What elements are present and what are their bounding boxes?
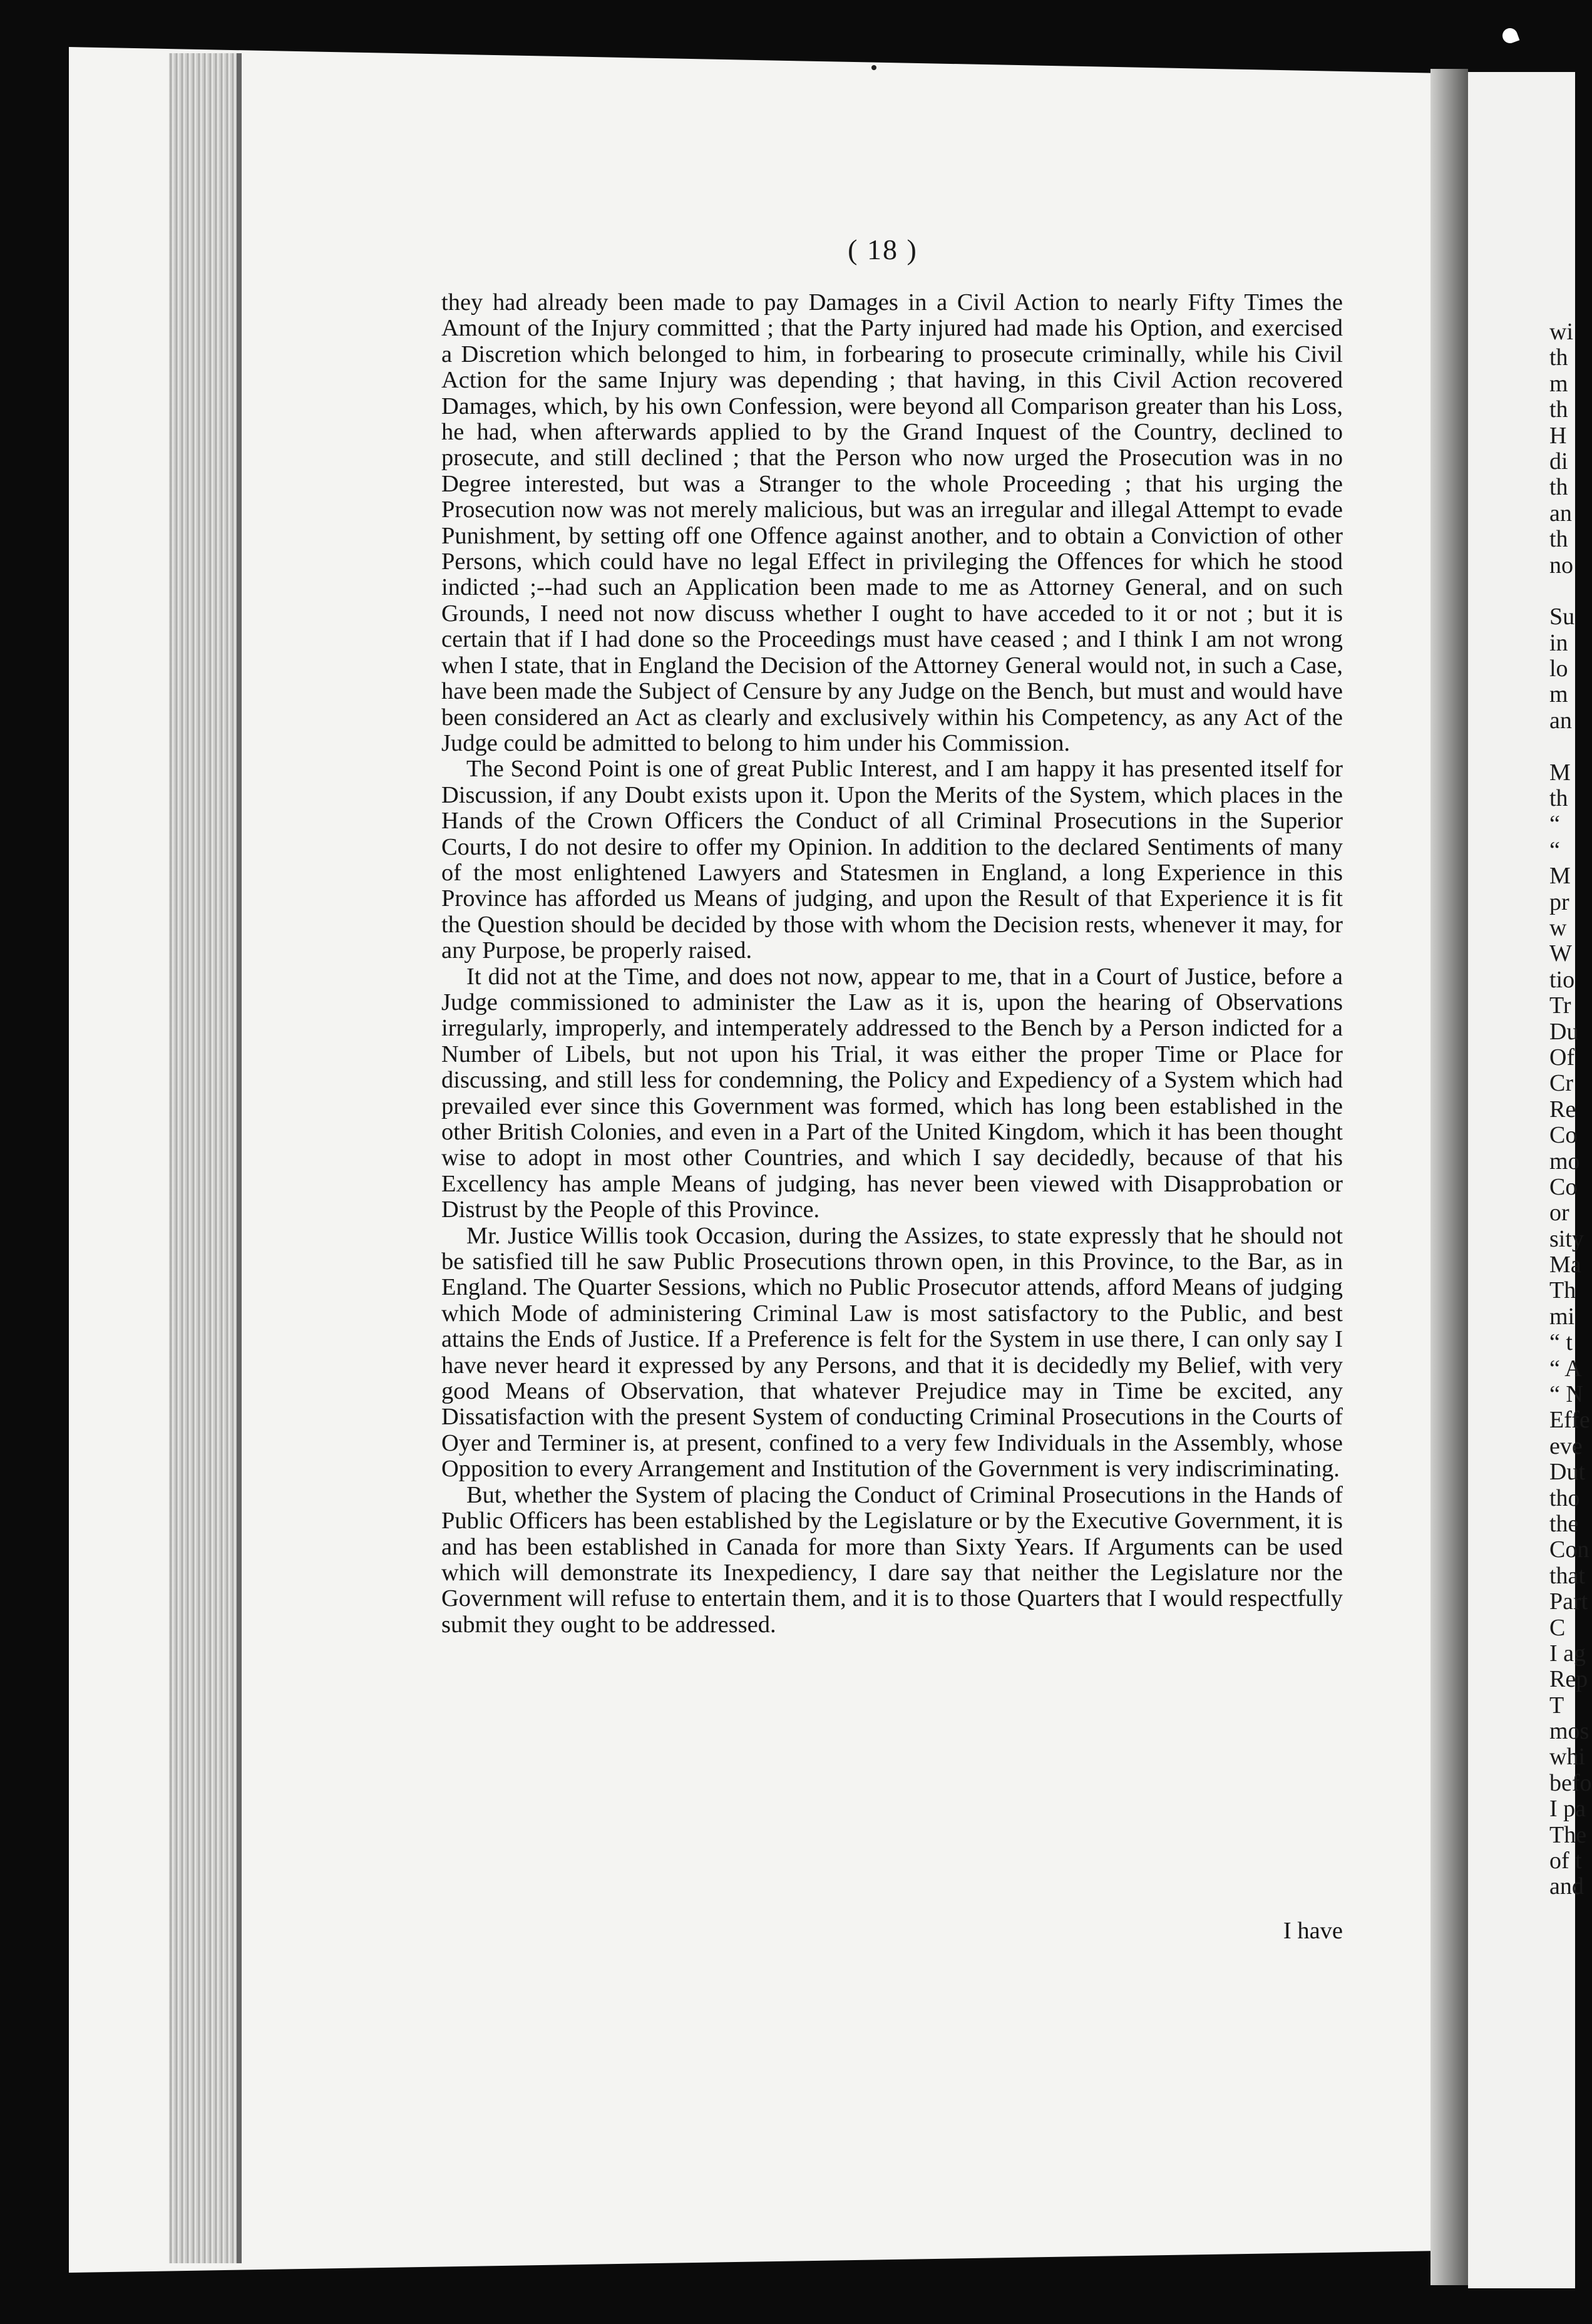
ink-dot — [871, 65, 876, 70]
facing-page-fragment: Ma — [1549, 1252, 1581, 1278]
facing-page-fragment: T — [1549, 1692, 1564, 1719]
facing-page-fragment: of t — [1549, 1848, 1582, 1874]
facing-page-fragment: Co — [1549, 1173, 1578, 1200]
paragraph-3: It did not at the Time, and does not now, appear to me, that in a Court of Justice, before a Judge commissioned to administer the Law as it is, upon the hearing of Observations irregularly, improperly, and intemperately addressed to the Bench by a Person indicted for a Number of Libels, but not upon his Trial, it was either the proper Time or Place for discussing, and still less for condemning, the Policy and Expediency of a System which had prevailed ever since this Government was formed, which has long been established in the other British Colonies, and even in a Part of the United Kingdom, which it has been thought wise to adopt in most other Countries, and which I say decidedly, because of that his Excellency has ample Means of judging, has never been viewed with Disapprobation or Distrust by the People of this Province. — [441, 963, 1343, 1223]
facing-page-fragment: Co — [1549, 1122, 1578, 1149]
facing-page-fragment: H — [1549, 422, 1567, 449]
facing-page-fragment: whi — [1549, 1744, 1585, 1771]
facing-page-fragment: Con — [1549, 1536, 1589, 1563]
facing-page-fragment: “ t — [1549, 1329, 1573, 1356]
paragraph-1: they had already been made to pay Damages in a Civil Action to nearly Fifty Times the Amount of the Injury committed ; that the Party injured had made his Option, and exercised a Discretion which belonged to him, in forbearing to prosecute criminally, while his Civil Action for the same Injury was depending ; that having, in this Civil Action recovered Damages, which, by his own Confession, were beyond all Comparison greater than his Loss, he had, when afterwards applied to by the Grand Inquest of the Country, declined to prosecute, and still declined ; that the Person who now urged the Prosecution was in no Degree interested, but was a Stranger to the whole Proceeding ; that his urging the Prosecution now was not merely malicious, but was an irregular and illegal Attempt to evade Punishment, by setting off one Offence against another, and to obtain a Conviction of other Persons, which could have no legal Effect in privileging the Offences for which he stood indicted ;--had such an Application been made to me as Attorney General, and on such Grounds, I need not now discuss whether I ought to have acceded to it or not ; but it is certain that if I had done so the Proceedings must have ceased ; and I think I am not wrong when I state, that in England the Decision of the Attorney General would not, in such a Case, have been made the Subject of Censure by any Judge on the Bench, but must and would have been considered an Act as clearly and exclusively within his Competency, as any Act of the Judge could be admitted to belong to him under his Commission. — [441, 289, 1343, 756]
facing-page-text — [1549, 319, 1592, 1900]
facing-page-fragment: Part — [1549, 1588, 1588, 1615]
facing-page-fragment: an — [1549, 707, 1572, 734]
facing-page-fragment: I ag — [1549, 1640, 1586, 1667]
facing-page-fragment: “ A — [1549, 1355, 1582, 1382]
catchword: I have — [1283, 1918, 1343, 1944]
page-edges — [169, 53, 238, 2263]
facing-page-fragment: eve — [1549, 1432, 1583, 1459]
facing-page-fragment: Effe — [1549, 1407, 1590, 1434]
facing-page-fragment — [1549, 578, 1587, 604]
facing-page-fragment: M — [1549, 863, 1571, 890]
facing-page-fragment: Rep — [1549, 1666, 1588, 1693]
facing-page-fragment: tio — [1549, 966, 1575, 993]
facing-page-fragment: th — [1549, 526, 1568, 553]
facing-page-fragment: Du — [1549, 1018, 1579, 1045]
paragraph-4: Mr. Justice Willis took Occasion, during the Assizes, to state expressly that he should not be satisfied till he saw Public Prosecutions thrown open, in this Province, to the Bar, as in England. The Quarter Sessions, which no Public Prosecutor attends, afford Means of judging which Mode of administering Criminal Law is most satisfactory to the Public, and best attains the Ends of Justice. If a Preference is felt for the System in use there, I can only say I have never heard it expressed by any Persons, and that it is decidedly my Belief, with very good Means of Observation, that whatever Prejudice may in Time be excited, any Dissatisfaction with the present System of conducting Criminal Prosecutions in the Courts of Oyer and Terminer is, at present, confined to a very few Individuals in the Assembly, whose Opposition to every Arrangement and Institution of the Government is very indiscriminating. — [441, 1222, 1343, 1483]
facing-page-fragment: Tr — [1549, 992, 1571, 1019]
facing-page-fragment: Th — [1549, 1277, 1576, 1304]
facing-page-fragment: “ — [1549, 811, 1560, 838]
facing-page-fragment: “ — [1549, 836, 1560, 863]
facing-page-fragment: Su — [1549, 604, 1575, 630]
facing-page-fragment: lo — [1549, 656, 1568, 682]
facing-page-fragment: no — [1549, 552, 1573, 578]
facing-page-fragment: th — [1549, 474, 1568, 501]
body-text — [441, 290, 1343, 1638]
facing-page-fragment: “ N — [1549, 1381, 1583, 1408]
facing-page-fragment: th — [1549, 344, 1568, 371]
facing-page-fragment: wi — [1549, 319, 1573, 345]
facing-page-fragment: C — [1549, 1614, 1566, 1641]
facing-page-fragment: mi — [1549, 1303, 1575, 1330]
facing-page-fragment: pr — [1549, 888, 1569, 915]
facing-page-fragment: or — [1549, 1200, 1569, 1226]
facing-page-fragment — [1549, 734, 1587, 759]
facing-page-fragment: di — [1549, 448, 1568, 475]
facing-page-fragment: mo — [1549, 1148, 1580, 1175]
paragraph-2: The Second Point is one of great Public Interest, and I am happy it has presented itself for Discussion, if any Doubt exists upon it. Upon the Merits of the System, which places in the Hands of the Crown Officers the Conduct of all Criminal Prosecutions in the Superior Courts, I do not desire to offer my Opinion. In addition to the declared Sentiments of many of the most enlightened Lawyers and Statesmen in England, a long Experience in this Province has afforded us Means of judging, and upon the Result of that Experience it is fit the Question should be decided by those with whom the Decision rests, whenever it may, for any Purpose, be properly raised. — [441, 756, 1343, 964]
facing-page-fragment: Re — [1549, 1096, 1576, 1123]
facing-page-fragment: I pa — [1549, 1796, 1586, 1823]
facing-page-fragment: Cr — [1549, 1070, 1573, 1097]
facing-page-fragment: an — [1549, 500, 1572, 527]
facing-page-fragment: befo — [1549, 1769, 1592, 1796]
facing-page-fragment: The — [1549, 1821, 1587, 1848]
scan-mark-icon — [1501, 26, 1520, 46]
facing-page-fragment: w — [1549, 914, 1567, 941]
facing-page-fragment: th — [1549, 785, 1568, 812]
facing-page-fragment: th — [1549, 396, 1568, 423]
facing-page-fragment: m — [1549, 370, 1568, 397]
facing-page-fragment: Of — [1549, 1044, 1575, 1071]
book-gutter — [1430, 69, 1468, 2285]
facing-page-fragment: sity — [1549, 1225, 1584, 1252]
facing-page-fragment: mos — [1549, 1718, 1589, 1745]
facing-page-fragment: and — [1549, 1873, 1584, 1900]
paragraph-5: But, whether the System of placing the Conduct of Criminal Prosecutions in the Hands of Public Officers has been established by the Legislature or by the Executive Government, it is and has been established in Canada for more than Sixty Years. If Arguments can be used which will demonstrate its Inexpediency, I dare say that neither the Legislature nor the Government will refuse to entertain them, and it is to those Quarters that I would respectfully submit they ought to be addressed. — [441, 1481, 1343, 1638]
facing-page-fragment: in — [1549, 629, 1568, 656]
facing-page-fragment: W — [1549, 940, 1572, 967]
facing-page-fragment: m — [1549, 681, 1568, 708]
page-number: ( 18 ) — [848, 234, 918, 265]
facing-page-fragment: M — [1549, 759, 1571, 786]
facing-page-fragment: the — [1549, 1510, 1579, 1537]
facing-page-fragment: Dut — [1549, 1459, 1585, 1486]
facing-page-fragment: that — [1549, 1562, 1585, 1589]
facing-page-fragment: tho — [1549, 1484, 1580, 1511]
